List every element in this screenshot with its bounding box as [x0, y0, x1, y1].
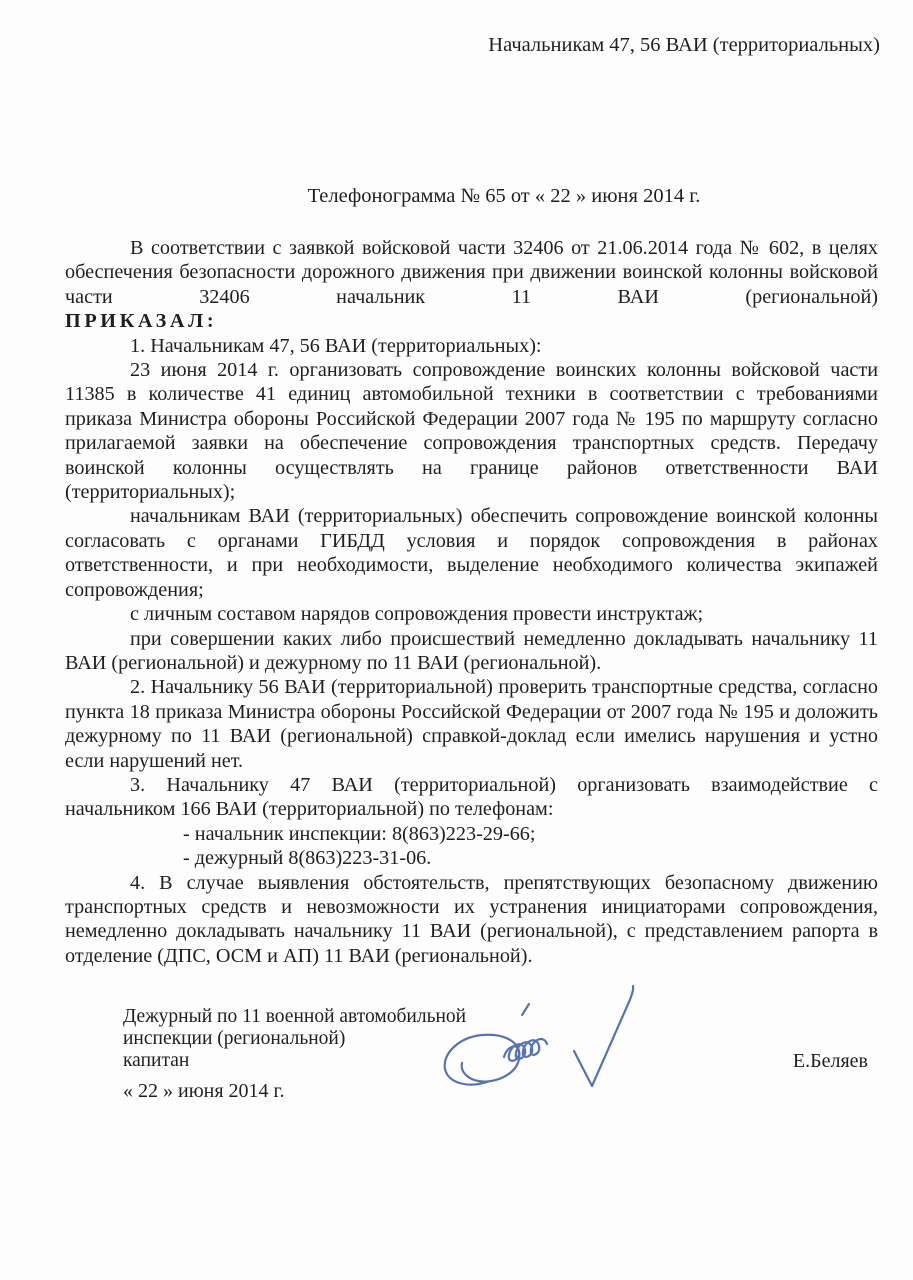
signoff-position-line-3: капитан [123, 1050, 190, 1071]
phone-inspection-chief: - начальник инспекции: 8(863)223-29-66; [183, 822, 536, 845]
document-date: « 22 » июня 2014 г. [123, 1080, 285, 1102]
order-item-2: 2. Начальнику 56 ВАИ (территориальной) проверить транспортные средства, согласно пункта 18 приказа Министра обороны Российской Федерации от 2007 года № 195 и доложить дежурному по 11 ВАИ (региональной) справкой-доклад если имелись нарушения и устно если нарушений нет. [65, 676, 878, 772]
signoff-position [123, 1006, 466, 1072]
signoff-position-line-1: Дежурный по 11 военной автомобильной [123, 1006, 467, 1027]
order-item-1-heading: 1. Начальникам 47, 56 ВАИ (территориальных): [130, 334, 542, 357]
phone-duty-officer: - дежурный 8(863)223-31-06. [183, 847, 432, 870]
order-word: ПРИКАЗАЛ: [65, 310, 218, 333]
order-item-1-task-escort: 23 июня 2014 г. организовать сопровождение воинских колонны войсковой части 11385 в количестве 41 единиц автомобильной техники в соответствии с требованиями приказа Министра обороны Российской Федерации 2007 года № 195 по маршруту согласно прилагаемой заявки на обеспечение сопровождения транспортных средств. Передачу воинской колонны осуществлять на границе районов ответственности ВАИ (территориальных); [65, 359, 878, 504]
handwritten-signature-icon [432, 983, 662, 1108]
recipient-line: Начальникам 47, 56 ВАИ (территориальных) [488, 34, 880, 56]
order-item-1-task-report: при совершении каких либо происшествий немедленно докладывать начальнику 11 ВАИ (региональной) и дежурному по 11 ВАИ (региональной). [65, 627, 878, 674]
document-title: Телефонограмма № 65 от « 22 » июня 2014 г. [307, 185, 701, 207]
order-item-1-task-gibdd: начальникам ВАИ (территориальных) обеспечить сопровождение воинской колонны согласовать с органами ГИБДД условия и порядок сопровождения в районах ответственности, и при необходимости, выделение необходимого количества экипажей сопровождения; [65, 505, 878, 601]
order-item-4: 4. В случае выявления обстоятельств, препятствующих безопасному движению транспортных средств и невозможности их устранения инициаторами сопровождения, немедленно докладывать начальнику 11 ВАИ (региональной), с представлением рапорта в отделение (ДПС, ОСМ и АП) 11 ВАИ (региональной). [65, 871, 878, 967]
signoff-position-line-2: инспекции (региональной) [123, 1028, 346, 1049]
order-item-3: 3. Начальнику 47 ВАИ (территориальной) организовать взаимодействие с начальником 166 ВАИ (территориальной) по телефонам: [65, 773, 878, 821]
intro-paragraph: В соответствии с заявкой войсковой части 32406 от 21.06.2014 года № 602, в целях обеспечения безопасности дорожного движения при движении воинской колонны войсковой части 32406 начальник 11 ВАИ (региональной) [65, 237, 878, 308]
document-body [65, 236, 878, 968]
order-item-1-task-briefing: с личным составом нарядов сопровождения провести инструктаж; [130, 603, 704, 626]
signer-name: Е.Беляев [792, 1050, 868, 1072]
